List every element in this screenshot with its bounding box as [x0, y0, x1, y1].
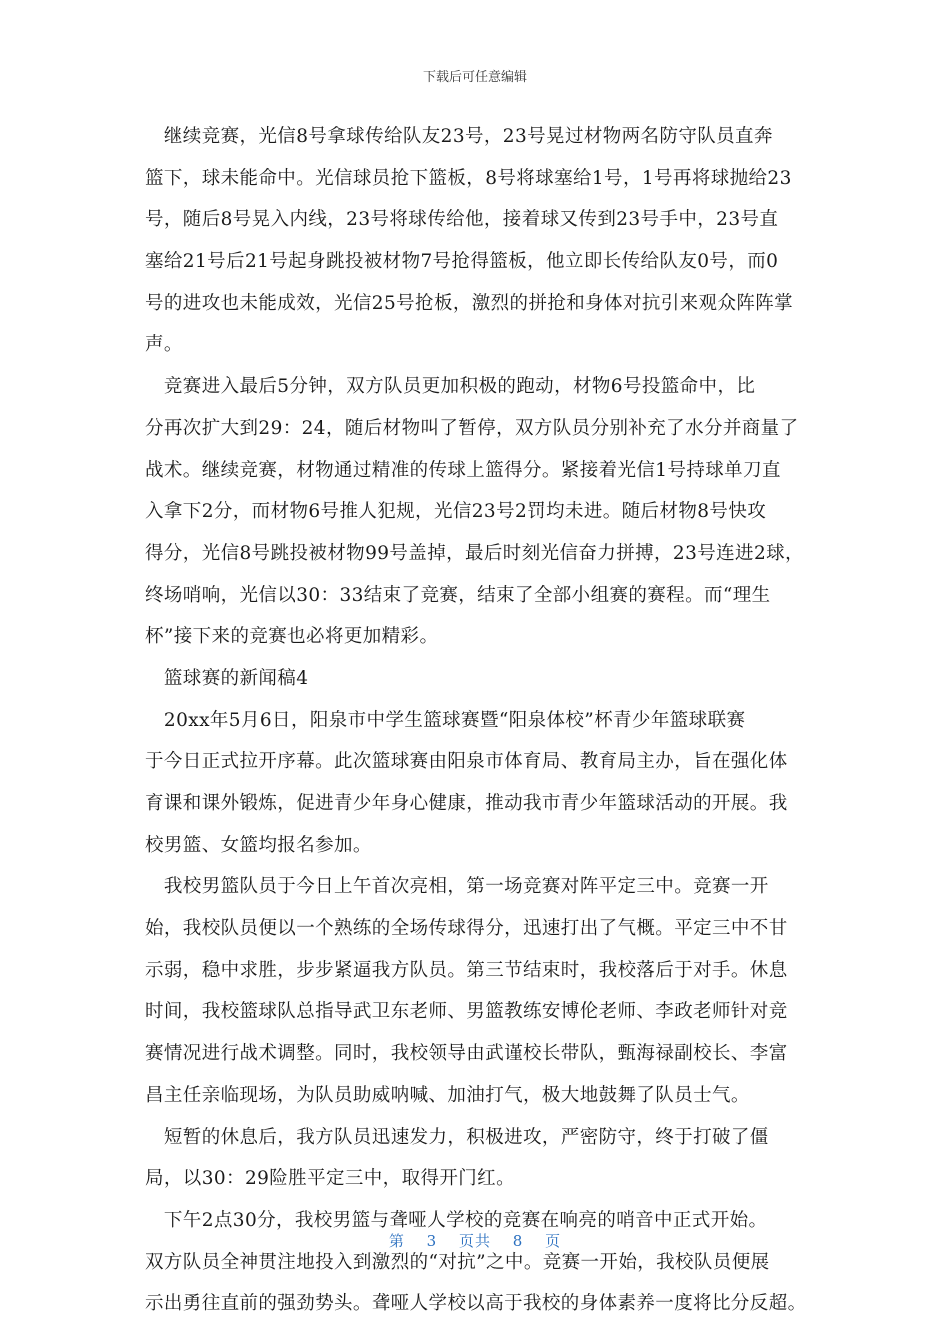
- text-line: 时间，我校篮球队总指导武卫东老师、男篮教练安博伦老师、李政老师针对竞: [145, 1001, 788, 1023]
- footer-suffix: 页: [545, 1232, 562, 1250]
- page-header: 下载后可任意编辑: [422, 70, 527, 85]
- text-line: 昌主任亲临现场，为队员助威呐喊、加油打气，极大地鼓舞了队员士气。: [145, 1084, 750, 1106]
- text-line: 塞给21号后21号起身跳投被材物7号抢得篮板，他立即长传给队友0号，而0: [145, 251, 779, 273]
- current-page-number: 3: [426, 1232, 438, 1250]
- text-line: 下午2点30分，我校男篮与聋哑人学校的竞赛在响亮的哨音中正式开始。: [145, 1209, 768, 1231]
- text-line: 育课和课外锻炼，促进青少年身心健康，推动我市青少年篮球活动的开展。我: [145, 793, 788, 814]
- text-line: 示出勇往直前的强劲势头。聋哑人学校以高于我校的身体素养一度将比分反超。: [145, 1293, 807, 1315]
- text-line: 继续竞赛，光信8号拿球传给队友23号，23号晃过材物两名防守队员直奔: [145, 126, 773, 147]
- text-line: 战术。继续竞赛，材物通过精准的传球上篮得分。紧接着光信1号持球单刀直: [145, 459, 781, 481]
- text-line: 短暂的休息后，我方队员迅速发力，积极进攻，严密防守，终于打破了僵: [145, 1126, 769, 1148]
- text-line: 得分，光信8号跳投被材物99号盖掉，最后时刻光信奋力拼搏，23号连进2球，: [145, 542, 804, 564]
- text-line: 示弱，稳中求胜，步步紧逼我方队员。第三节结束时，我校落后于对手。休息: [145, 959, 788, 981]
- page-footer: [0, 1230, 950, 1251]
- text-line: 竞赛进入最后5分钟，双方队员更加积极的跑动，材物6号投篮命中，比: [145, 376, 756, 398]
- text-line: 杯”接下来的竞赛也必将更加精彩。: [145, 626, 439, 648]
- text-line: 校男篮、女篮均报名参加。: [145, 834, 372, 856]
- text-line: 号，随后8号晃入内线，23号将球传给他，接着球又传到23号手中，23号直: [145, 209, 779, 231]
- text-line: 声。: [145, 334, 183, 356]
- text-line: 局，以30：29险胜平定三中，取得开门红。: [145, 1168, 515, 1190]
- text-line: 双方队员全神贯注地投入到激烈的“对抗”之中。竞赛一开始，我校队员便展: [145, 1251, 770, 1273]
- footer-prefix: 第: [388, 1232, 405, 1250]
- text-line: 篮下，球未能命中。光信球员抢下篮板，8号将球塞给1号，1号再将球抛给23: [145, 167, 792, 189]
- text-line: 20xx年5月6日，阳泉市中学生篮球赛暨“阳泉体校”杯青少年篮球联赛: [145, 709, 746, 731]
- total-page-count: 8: [512, 1232, 524, 1250]
- text-line: 于今日正式拉开序幕。此次篮球赛由阳泉市体育局、教育局主办，旨在强化体: [145, 751, 788, 773]
- section-heading: 篮球赛的新闻稿4: [145, 667, 309, 689]
- text-line: 分再次扩大到29：24，随后材物叫了暂停，双方队员分别补充了水分并商量了: [145, 417, 799, 439]
- text-line: 号的进攻也未能成效，光信25号抢板，激烈的拼抢和身体对抗引来观众阵阵掌: [145, 292, 794, 314]
- text-line: 终场哨响，光信以30：33结束了竞赛，结束了全部小组赛的赛程。而“理生: [145, 584, 771, 606]
- footer-middle: 页共: [458, 1232, 491, 1250]
- text-line: 我校男篮队员于今日上午首次亮相，第一场竞赛对阵平定三中。竞赛一开: [145, 876, 769, 898]
- document-body: [145, 116, 811, 1325]
- text-line: 赛情况进行战术调整。同时，我校领导由武谨校长带队，甄海禄副校长、李富: [145, 1043, 788, 1065]
- text-line: 始，我校队员便以一个熟练的全场传球得分，迅速打出了气概。平定三中不甘: [145, 918, 788, 940]
- text-line: 入拿下2分，而材物6号推人犯规，光信23号2罚均未进。随后材物8号快攻: [145, 501, 767, 523]
